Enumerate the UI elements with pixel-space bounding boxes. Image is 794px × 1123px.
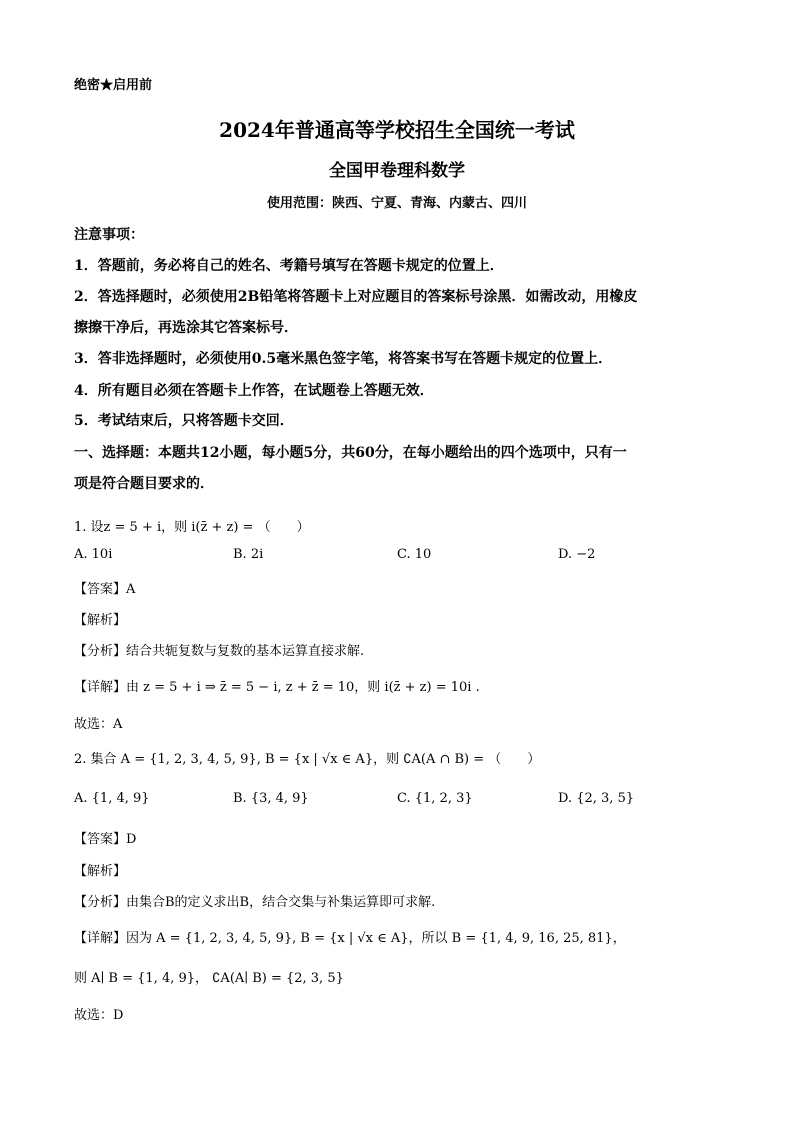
q1-stem: 1. 设z = 5 + i，则 i(z̄ + z) = （ ）: [74, 520, 310, 535]
section-heading-cont: 项是符合题目要求的．: [74, 476, 214, 492]
section-heading: 一、选择题：本题共12小题，每小题5分，共60分，在每小题给出的四个选项中，只有一: [74, 445, 627, 461]
exam-subtitle: 全国甲卷理科数学: [329, 161, 465, 181]
q1-option-b: B. 2i: [233, 547, 264, 562]
q2-option-d: D. {2, 3, 5}: [558, 791, 635, 806]
q1-xiangjie: 【详解】由 z = 5 + i ⇒ z̄ = 5 − i, z + z̄ = 10，则 i(z̄ + z) = 10i .: [74, 680, 480, 695]
exam-scope: 使用范围：陕西、宁夏、青海、内蒙古、四川: [266, 196, 527, 211]
q2-choose: 故选：D: [74, 1008, 124, 1023]
q2-xiangjie-2: 则 A∣ B = {1, 4, 9}， ∁A(A∣ B) = {2, 3, 5}: [74, 971, 344, 986]
q1-analysis-label: 【解析】: [74, 613, 127, 628]
q2-analysis-label: 【解析】: [74, 864, 127, 879]
q2-fenxi: 【分析】由集合B的定义求出B，结合交集与补集运算即可求解.: [74, 895, 436, 910]
notice-item: 4．所有题目必须在答题卡上作答，在试题卷上答题无效．: [74, 383, 434, 399]
q1-option-a: A. 10i: [74, 547, 113, 562]
q2-option-b: B. {3, 4, 9}: [233, 791, 309, 806]
secret-label: 绝密★启用前: [74, 78, 153, 93]
notice-item: 5．考试结束后，只将答题卡交回．: [74, 413, 294, 429]
q1-choose: 故选：A: [74, 717, 123, 732]
q2-answer: 【答案】D: [74, 832, 137, 847]
q1-fenxi: 【分析】结合共轭复数与复数的基本运算直接求解.: [74, 644, 365, 659]
q1-option-c: C. 10: [397, 547, 432, 562]
notice-heading: 注意事项：: [74, 227, 144, 243]
notice-item: 1．答题前，务必将自己的姓名、考籍号填写在答题卡规定的位置上．: [74, 258, 504, 274]
q1-answer: 【答案】A: [74, 582, 136, 597]
q2-option-c: C. {1, 2, 3}: [397, 791, 473, 806]
exam-title: 2024年普通高等学校招生全国统一考试: [219, 118, 575, 142]
q1-option-d: D. −2: [558, 547, 596, 562]
q2-xiangjie-1: 【详解】因为 A = {1, 2, 3, 4, 5, 9}, B = {x | √x ∈ A}，所以 B = {1, 4, 9, 16, 25, 81}，: [74, 931, 626, 946]
q2-stem: 2. 集合 A = {1, 2, 3, 4, 5, 9}, B = {x | √x ∈ A}，则 ∁A(A ∩ B) = （ ）: [74, 752, 541, 767]
notice-item: 3．答非选择题时，必须使用0.5毫米黑色签字笔，将答案书写在答题卡规定的位置上．: [74, 351, 613, 367]
notice-item: 2．答选择题时，必须使用2B铅笔将答题卡上对应题目的答案标号涂黑．如需改动，用橡皮: [74, 289, 638, 305]
notice-item: 擦擦干净后，再选涂其它答案标号．: [74, 320, 298, 336]
q2-option-a: A. {1, 4, 9}: [74, 791, 150, 806]
